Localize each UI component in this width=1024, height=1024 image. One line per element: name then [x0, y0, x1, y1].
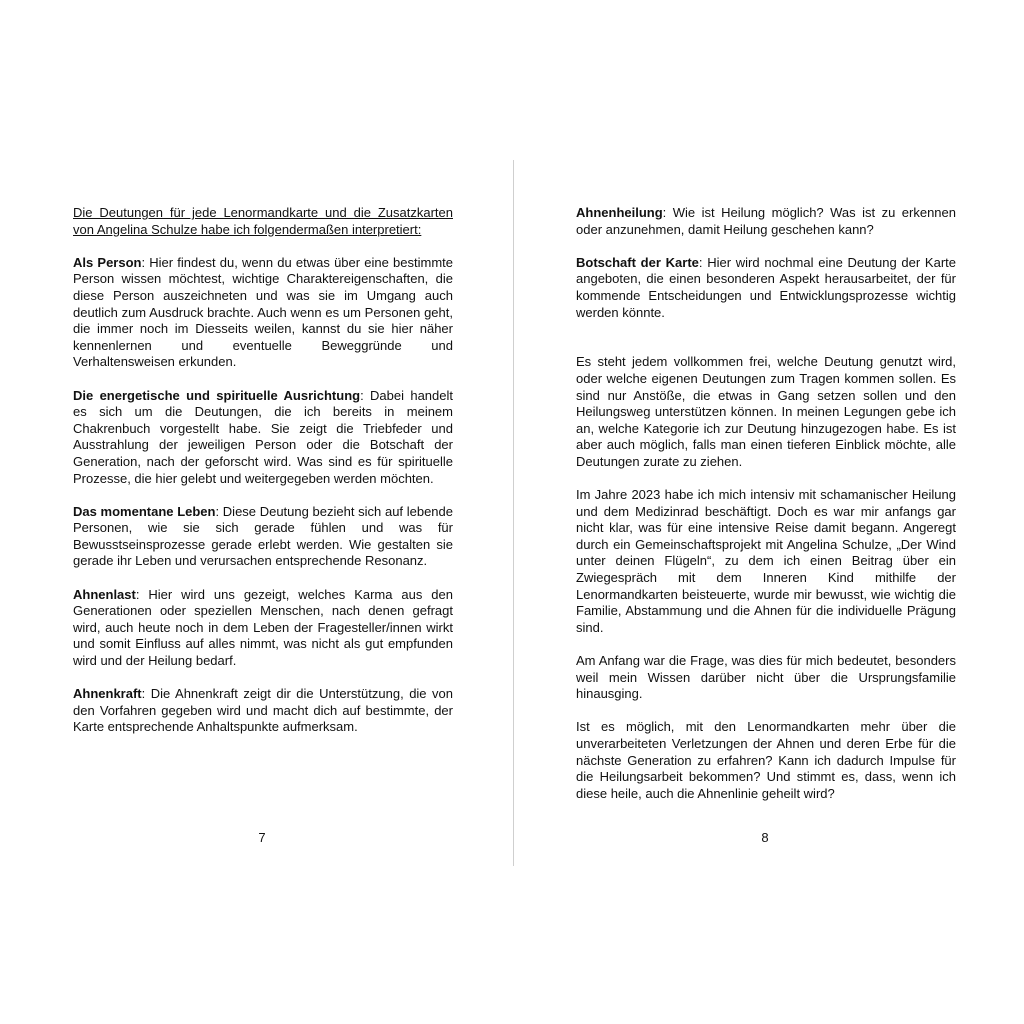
body-paragraph: Es steht jedem vollkommen frei, welche Deutung genutzt wird, oder welche eigenen Deutungen zum Tragen kommen sollen. Es sind nur Anstöße, die etwas in Gang setzen sollen und den Heilungsweg unterstützen können. In meinen Legungen gebe ich an, welche Kategorie ich zur Deutung hinzugezogen habe. Es ist aber auch möglich, falls man einen tieferen Einblick möchte, alle Deutungen zurate zu ziehen.: [576, 354, 956, 469]
definition-momentane-leben: [73, 504, 453, 570]
term-label: Als Person: [73, 254, 142, 270]
definition-text: : Diese Deutung bezieht sich auf lebende Personen, wie sie sich gerade fühlen und was für Bewusstseinsprozesse gerade erlebt werden. Wie gestalten sie gerade ihr Leben und verursachen entsprechende Resonanz.: [73, 503, 453, 569]
blank-line: [576, 338, 956, 355]
body-paragraph: Im Jahre 2023 habe ich mich intensiv mit schamanischer Heilung und dem Medizinrad beschäftigt. Doch es war mir anfangs gar nicht klar, was für eine intensive Reise damit begann. Angeregt durch ein Gemeinschaftsprojekt mit Angelina Schulze, „Der Wind unter deinen Flügeln“, zu dem ich einen Beitrag über ein Zwiegespräch mit dem Inneren Kind mithilfe der Lenormandkarten beisteuerte, wurde mir bewusst, wie wichtig die Familie, Abstammung und die Ahnen für die individuelle Prägung sind.: [576, 487, 956, 635]
term-label: Das momentane Leben: [73, 503, 216, 519]
definition-als-person: [73, 255, 453, 371]
definition-text: : Die Ahnenkraft zeigt dir die Unterstützung, die von den Vorfahren gegeben wird und macht dich auf bestimmte, der Karte entsprechende Anhaltspunkte aufmerksam.: [73, 686, 453, 735]
definition-ahnenheilung: [576, 205, 956, 238]
definition-energetische-ausrichtung: [73, 388, 453, 488]
page-number-left: 7: [258, 830, 266, 845]
body-paragraph: Am Anfang war die Frage, was dies für mich bedeutet, besonders weil mein Wissen darüber nicht über die Ursprungsfamilie hinausging.: [576, 653, 956, 702]
right-page: [576, 205, 956, 819]
definition-text: : Hier wird uns gezeigt, welches Karma aus den Generationen oder speziellen Menschen, nach denen gefragt wird, auch heute noch in dem Leben der Fragesteller/innen wirkt und somit Einfluss auf alles nimmt, was nicht als gut empfunden wird und der Heilung bedarf.: [73, 586, 453, 669]
term-label: Ahnenheilung: [576, 205, 663, 220]
left-page: [73, 205, 453, 753]
term-label: Ahnenlast: [73, 586, 136, 602]
definition-ahnenkraft: [73, 686, 453, 736]
definition-text: : Hier wird nochmal eine Deutung der Karte angeboten, die einen besonderen Aspekt herausarbeitet, der für kommende Entscheidungen und Entwicklungsprozesse wichtig werden könnte.: [576, 254, 956, 320]
body-paragraph: Ist es möglich, mit den Lenormandkarten mehr über die unverarbeiteten Verletzungen der Ahnen und deren Erbe für die nächste Generation zu erfahren? Kann ich dadurch Impulse für die Heilungsarbeit bekommen? Und stimmt es, dass, wenn ich diese heile, auch die Ahnenlinie geheilt wird?: [576, 719, 956, 801]
definition-ahnenlast: [73, 587, 453, 670]
intro-paragraph: Die Deutungen für jede Lenormandkarte und die Zusatzkarten von Angelina Schulze habe ich folgendermaßen interpretiert:: [73, 205, 453, 237]
term-label: Ahnenkraft: [73, 686, 142, 702]
definition-text: : Hier findest du, wenn du etwas über eine bestimmte Person wissen möchtest, wichtige Charaktereigenschaften, die diese Person auszeichneten und was sie im Umgang auch deutlich zum Ausdruck brachte. Auch wenn es um Personen geht, die immer noch im Diesseits weilen, kannst du sie hier näher kennenlernen und eventuelle Beweggründe und Verhaltensweisen erkunden.: [73, 254, 453, 370]
term-label: Botschaft der Karte: [576, 254, 699, 270]
page-gutter: [513, 160, 514, 866]
page-number-right: 8: [761, 830, 769, 845]
definition-botschaft-der-karte: [576, 255, 956, 321]
term-label: Die energetische und spirituelle Ausrichtung: [73, 387, 361, 403]
definition-text: : Dabei handelt es sich um die Deutungen, die ich bereits in meinem Chakrenbuch vorgestellt habe. Sie zeigt die Triebfeder und Ausstrahlung der jeweiligen Person oder die Botschaft der Generation, nach der geforscht wird. Was sind es für spirituelle Prozesse, die hier gelebt und weitergegeben werden möchten.: [73, 387, 453, 486]
definition-text: : Wie ist Heilung möglich? Was ist zu erkennen oder anzunehmen, damit Heilung geschehen kann?: [576, 205, 956, 237]
